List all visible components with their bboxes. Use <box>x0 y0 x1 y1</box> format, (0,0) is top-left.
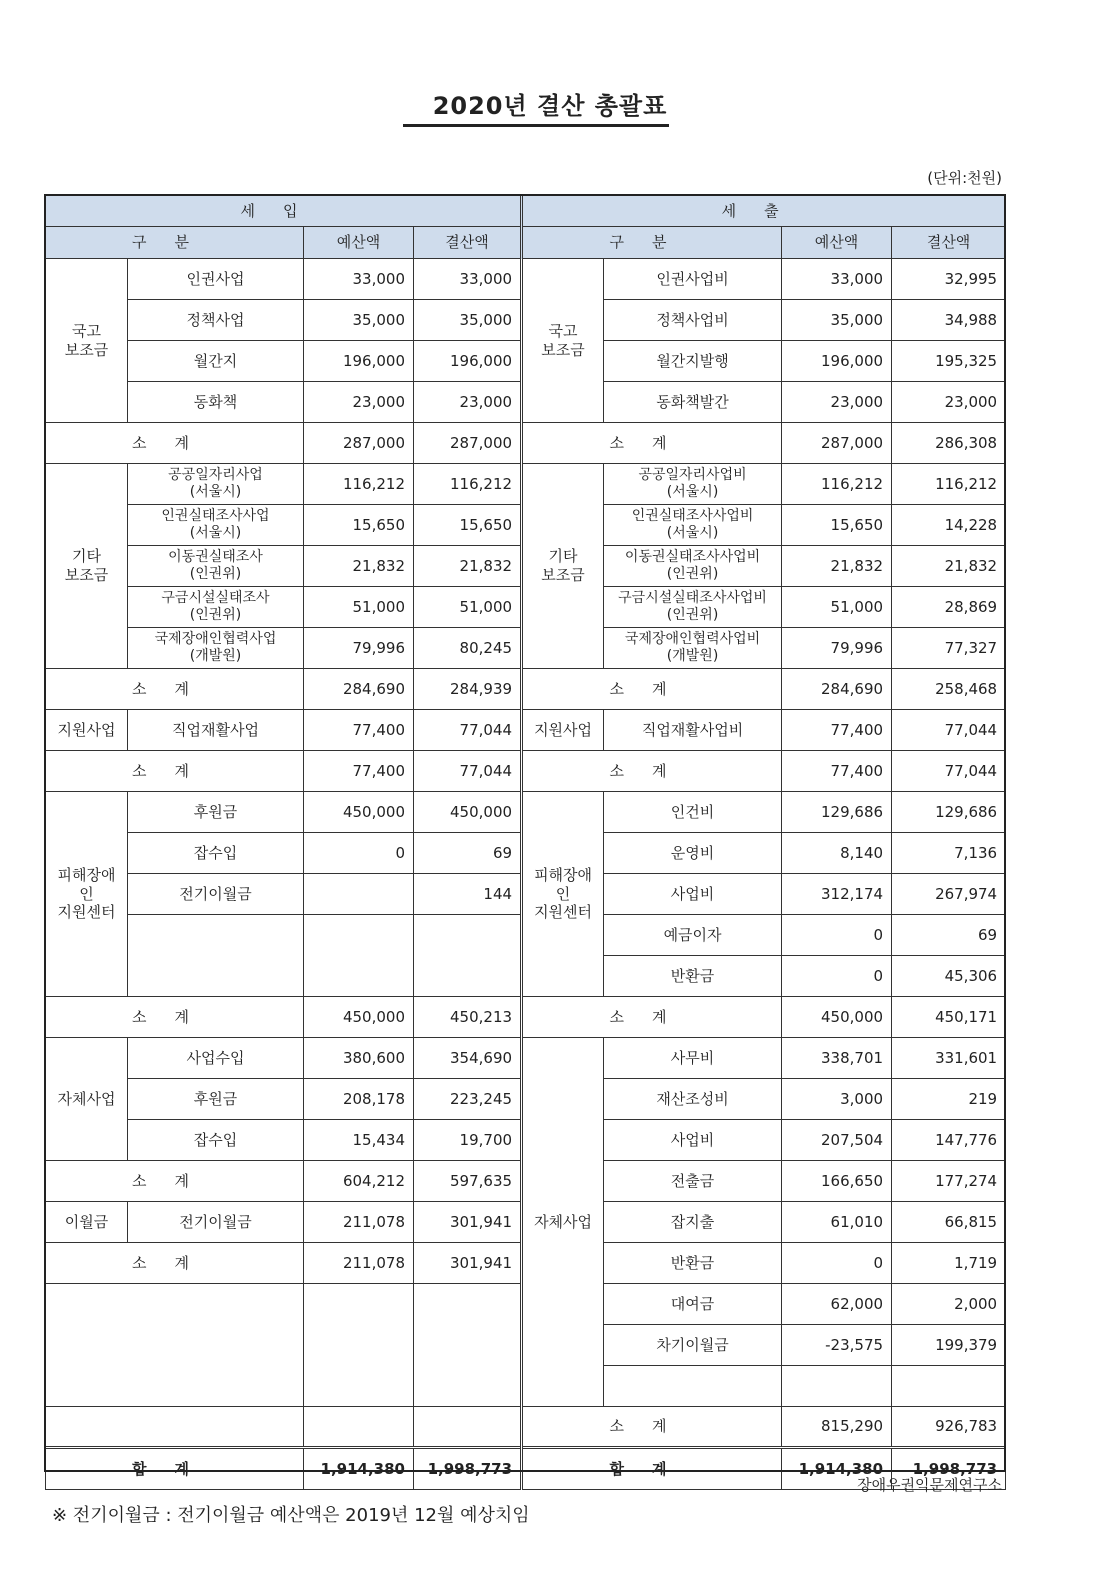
title-underline <box>403 124 669 127</box>
expense-budget: 0 <box>782 1243 892 1284</box>
table-row <box>46 1038 1006 1079</box>
income-budget: 33,000 <box>304 259 414 300</box>
expense-item: 직업재활사업비 <box>604 710 782 751</box>
settlement-table <box>45 195 1006 1490</box>
table-row <box>46 792 1006 833</box>
income-settlement: 80,245 <box>414 628 522 669</box>
expense-settlement: 45,306 <box>892 956 1006 997</box>
expense-settlement: 267,974 <box>892 874 1006 915</box>
expense-budget: 207,504 <box>782 1120 892 1161</box>
expense-item: 동화책발간 <box>604 382 782 423</box>
expense-budget: 815,290 <box>782 1407 892 1448</box>
income-settlement: 223,245 <box>414 1079 522 1120</box>
income-budget: 196,000 <box>304 341 414 382</box>
income-settlement: 196,000 <box>414 341 522 382</box>
income-item: 동화책 <box>128 382 304 423</box>
empty-cell <box>128 915 304 997</box>
income-budget: 450,000 <box>304 997 414 1038</box>
expense-settlement: 66,815 <box>892 1202 1006 1243</box>
income-budget: 450,000 <box>304 792 414 833</box>
empty-cell <box>304 1407 414 1448</box>
expense-settlement: 258,468 <box>892 669 1006 710</box>
empty-cell <box>892 1366 1006 1407</box>
income-settlement: 35,000 <box>414 300 522 341</box>
expense-settlement: 2,000 <box>892 1284 1006 1325</box>
empty-cell <box>414 1284 522 1407</box>
empty-cell <box>46 1407 304 1448</box>
income-item: 구금시설실태조사 (인권위) <box>128 587 304 628</box>
subtotal-label: 소계 <box>522 669 782 710</box>
income-budget: 21,832 <box>304 546 414 587</box>
expense-item: 인건비 <box>604 792 782 833</box>
subtotal-label: 소계 <box>46 423 304 464</box>
expense-item: 예금이자 <box>604 915 782 956</box>
expense-settlement: 28,869 <box>892 587 1006 628</box>
expense-budget: 21,832 <box>782 546 892 587</box>
income-budget: 15,434 <box>304 1120 414 1161</box>
expense-settlement: 195,325 <box>892 341 1006 382</box>
income-settlement: 301,941 <box>414 1202 522 1243</box>
income-item: 인권실태조사사업 (서울시) <box>128 505 304 546</box>
income-category-header: 구분 <box>46 227 304 259</box>
income-settlement: 116,212 <box>414 464 522 505</box>
expense-item: 차기이월금 <box>604 1325 782 1366</box>
expense-settlement: 21,832 <box>892 546 1006 587</box>
expense-budget: 15,650 <box>782 505 892 546</box>
income-settlement: 77,044 <box>414 710 522 751</box>
income-budget: 380,600 <box>304 1038 414 1079</box>
income-settlement: 21,832 <box>414 546 522 587</box>
subtotal-label: 소계 <box>522 423 782 464</box>
empty-cell <box>304 1284 414 1407</box>
income-budget: 284,690 <box>304 669 414 710</box>
group-other-expense: 기타 보조금 <box>522 464 604 669</box>
income-budget: 51,000 <box>304 587 414 628</box>
income-item: 월간지 <box>128 341 304 382</box>
expense-settlement-header: 결산액 <box>892 227 1006 259</box>
income-budget: 604,212 <box>304 1161 414 1202</box>
subtotal-label: 소계 <box>46 1161 304 1202</box>
expense-item: 사무비 <box>604 1038 782 1079</box>
income-budget: 211,078 <box>304 1202 414 1243</box>
income-settlement: 450,000 <box>414 792 522 833</box>
expense-budget: 35,000 <box>782 300 892 341</box>
income-item: 인권사업 <box>128 259 304 300</box>
income-item: 사업수입 <box>128 1038 304 1079</box>
expense-budget-total: 1,914,380 <box>782 1448 892 1490</box>
expense-header: 세출 <box>522 196 1006 227</box>
expense-budget: 0 <box>782 915 892 956</box>
income-settlement: 284,939 <box>414 669 522 710</box>
income-settlement: 51,000 <box>414 587 522 628</box>
expense-budget: 196,000 <box>782 341 892 382</box>
income-item: 잡수입 <box>128 833 304 874</box>
expense-settlement: 116,212 <box>892 464 1006 505</box>
expense-settlement: 23,000 <box>892 382 1006 423</box>
expense-budget: 61,010 <box>782 1202 892 1243</box>
income-item: 후원금 <box>128 792 304 833</box>
expense-budget: 129,686 <box>782 792 892 833</box>
income-budget-header: 예산액 <box>304 227 414 259</box>
income-item: 후원금 <box>128 1079 304 1120</box>
income-settlement: 144 <box>414 874 522 915</box>
expense-item: 반환금 <box>604 956 782 997</box>
empty-cell <box>46 1284 304 1407</box>
income-item: 전기이월금 <box>128 1202 304 1243</box>
expense-settlement: 77,327 <box>892 628 1006 669</box>
subtotal-label: 소계 <box>46 997 304 1038</box>
income-settlement: 19,700 <box>414 1120 522 1161</box>
income-budget: 287,000 <box>304 423 414 464</box>
expense-settlement: 77,044 <box>892 751 1006 792</box>
income-budget: 0 <box>304 833 414 874</box>
expense-budget: 166,650 <box>782 1161 892 1202</box>
expense-item: 국제장애인협력사업비 (개발원) <box>604 628 782 669</box>
expense-item: 반환금 <box>604 1243 782 1284</box>
expense-settlement: 14,228 <box>892 505 1006 546</box>
subtotal-label: 소계 <box>522 751 782 792</box>
subtotal-row <box>46 423 1006 464</box>
expense-budget: 8,140 <box>782 833 892 874</box>
empty-cell <box>604 1366 782 1407</box>
group-carry-income: 이월금 <box>46 1202 128 1243</box>
income-item: 잡수입 <box>128 1120 304 1161</box>
expense-settlement: 199,379 <box>892 1325 1006 1366</box>
expense-settlement: 7,136 <box>892 833 1006 874</box>
footnote: ※ 전기이월금 : 전기이월금 예산액은 2019년 12월 예상치임 <box>52 1505 530 1526</box>
header-row-columns <box>46 227 1006 259</box>
subtotal-label: 소계 <box>46 669 304 710</box>
expense-item: 인권실태조사사업비 (서울시) <box>604 505 782 546</box>
empty-cell <box>414 915 522 997</box>
expense-budget: -23,575 <box>782 1325 892 1366</box>
expense-item: 월간지발행 <box>604 341 782 382</box>
expense-item: 운영비 <box>604 833 782 874</box>
group-national-expense: 국고 보조금 <box>522 259 604 423</box>
expense-settlement: 926,783 <box>892 1407 1006 1448</box>
expense-settlement: 129,686 <box>892 792 1006 833</box>
income-budget: 208,178 <box>304 1079 414 1120</box>
expense-settlement: 286,308 <box>892 423 1006 464</box>
expense-item: 공공일자리사업비 (서울시) <box>604 464 782 505</box>
table-row <box>46 464 1006 505</box>
expense-item: 정책사업비 <box>604 300 782 341</box>
group-other-income: 기타 보조금 <box>46 464 128 669</box>
income-settlement: 15,650 <box>414 505 522 546</box>
empty-cell <box>304 915 414 997</box>
subtotal-label: 소계 <box>522 1407 782 1448</box>
subtotal-label: 소계 <box>522 997 782 1038</box>
group-support-expense: 지원사업 <box>522 710 604 751</box>
income-budget: 77,400 <box>304 751 414 792</box>
unit-label: (단위:천원) <box>927 169 1002 187</box>
income-budget: 35,000 <box>304 300 414 341</box>
expense-settlement: 1,719 <box>892 1243 1006 1284</box>
subtotal-label: 소계 <box>46 751 304 792</box>
group-self-income: 자체사업 <box>46 1038 128 1161</box>
expense-budget: 0 <box>782 956 892 997</box>
expense-budget: 287,000 <box>782 423 892 464</box>
expense-item: 사업비 <box>604 874 782 915</box>
income-budget <box>304 874 414 915</box>
table-row <box>46 710 1006 751</box>
page-title: 2020년 결산 총괄표 <box>432 92 668 120</box>
expense-settlement: 32,995 <box>892 259 1006 300</box>
total-label: 합계 <box>46 1448 304 1490</box>
income-settlement: 23,000 <box>414 382 522 423</box>
expense-budget: 450,000 <box>782 997 892 1038</box>
income-settlement: 77,044 <box>414 751 522 792</box>
expense-item: 재산조성비 <box>604 1079 782 1120</box>
income-item: 이동권실태조사 (인권위) <box>128 546 304 587</box>
empty-cell <box>782 1366 892 1407</box>
expense-budget: 338,701 <box>782 1038 892 1079</box>
expense-item: 이동권실태조사사업비 (인권위) <box>604 546 782 587</box>
income-settlement-total: 1,998,773 <box>414 1448 522 1490</box>
expense-item: 구금시설실태조사사업비 (인권위) <box>604 587 782 628</box>
organization-name: 장애우권익문제연구소 <box>857 1476 1002 1494</box>
subtotal-row <box>46 751 1006 792</box>
expense-category-header: 구분 <box>522 227 782 259</box>
income-settlement: 33,000 <box>414 259 522 300</box>
subtotal-label: 소계 <box>46 1243 304 1284</box>
expense-budget: 77,400 <box>782 751 892 792</box>
header-row-sections <box>46 196 1006 227</box>
income-budget-total: 1,914,380 <box>304 1448 414 1490</box>
income-settlement-header: 결산액 <box>414 227 522 259</box>
subtotal-row <box>46 669 1006 710</box>
income-settlement: 450,213 <box>414 997 522 1038</box>
expense-budget: 284,690 <box>782 669 892 710</box>
empty-cell <box>414 1407 522 1448</box>
income-settlement: 301,941 <box>414 1243 522 1284</box>
expense-budget-header: 예산액 <box>782 227 892 259</box>
total-label: 합계 <box>522 1448 782 1490</box>
expense-budget: 3,000 <box>782 1079 892 1120</box>
income-settlement: 597,635 <box>414 1161 522 1202</box>
expense-budget: 77,400 <box>782 710 892 751</box>
expense-budget: 116,212 <box>782 464 892 505</box>
expense-budget: 33,000 <box>782 259 892 300</box>
expense-budget: 62,000 <box>782 1284 892 1325</box>
expense-settlement: 147,776 <box>892 1120 1006 1161</box>
income-item: 직업재활사업 <box>128 710 304 751</box>
income-settlement: 354,690 <box>414 1038 522 1079</box>
income-budget: 23,000 <box>304 382 414 423</box>
expense-settlement: 177,274 <box>892 1161 1006 1202</box>
income-budget: 15,650 <box>304 505 414 546</box>
income-budget: 79,996 <box>304 628 414 669</box>
expense-item: 대여금 <box>604 1284 782 1325</box>
expense-settlement: 34,988 <box>892 300 1006 341</box>
income-item: 공공일자리사업 (서울시) <box>128 464 304 505</box>
expense-budget: 51,000 <box>782 587 892 628</box>
expense-settlement: 331,601 <box>892 1038 1006 1079</box>
group-national-income: 국고 보조금 <box>46 259 128 423</box>
income-header: 세입 <box>46 196 522 227</box>
expense-budget: 23,000 <box>782 382 892 423</box>
income-settlement: 287,000 <box>414 423 522 464</box>
subtotal-row <box>46 1407 1006 1448</box>
group-victim-expense: 피해장애인 지원센터 <box>522 792 604 997</box>
expense-settlement: 219 <box>892 1079 1006 1120</box>
expense-item: 잡지출 <box>604 1202 782 1243</box>
table-row <box>46 259 1006 300</box>
expense-settlement-total: 1,998,773 <box>892 1448 1006 1490</box>
expense-settlement: 450,171 <box>892 997 1006 1038</box>
expense-budget: 312,174 <box>782 874 892 915</box>
income-item: 국제장애인협력사업 (개발원) <box>128 628 304 669</box>
group-victim-income: 피해장애인 지원센터 <box>46 792 128 997</box>
expense-item: 사업비 <box>604 1120 782 1161</box>
income-budget: 116,212 <box>304 464 414 505</box>
subtotal-row <box>46 997 1006 1038</box>
income-settlement: 69 <box>414 833 522 874</box>
expense-settlement: 69 <box>892 915 1006 956</box>
expense-settlement: 77,044 <box>892 710 1006 751</box>
income-item: 정책사업 <box>128 300 304 341</box>
expense-budget: 79,996 <box>782 628 892 669</box>
income-item: 전기이월금 <box>128 874 304 915</box>
income-budget: 211,078 <box>304 1243 414 1284</box>
income-budget: 77,400 <box>304 710 414 751</box>
group-self-expense: 자체사업 <box>522 1038 604 1407</box>
expense-item: 인권사업비 <box>604 259 782 300</box>
group-support-income: 지원사업 <box>46 710 128 751</box>
expense-item: 전출금 <box>604 1161 782 1202</box>
